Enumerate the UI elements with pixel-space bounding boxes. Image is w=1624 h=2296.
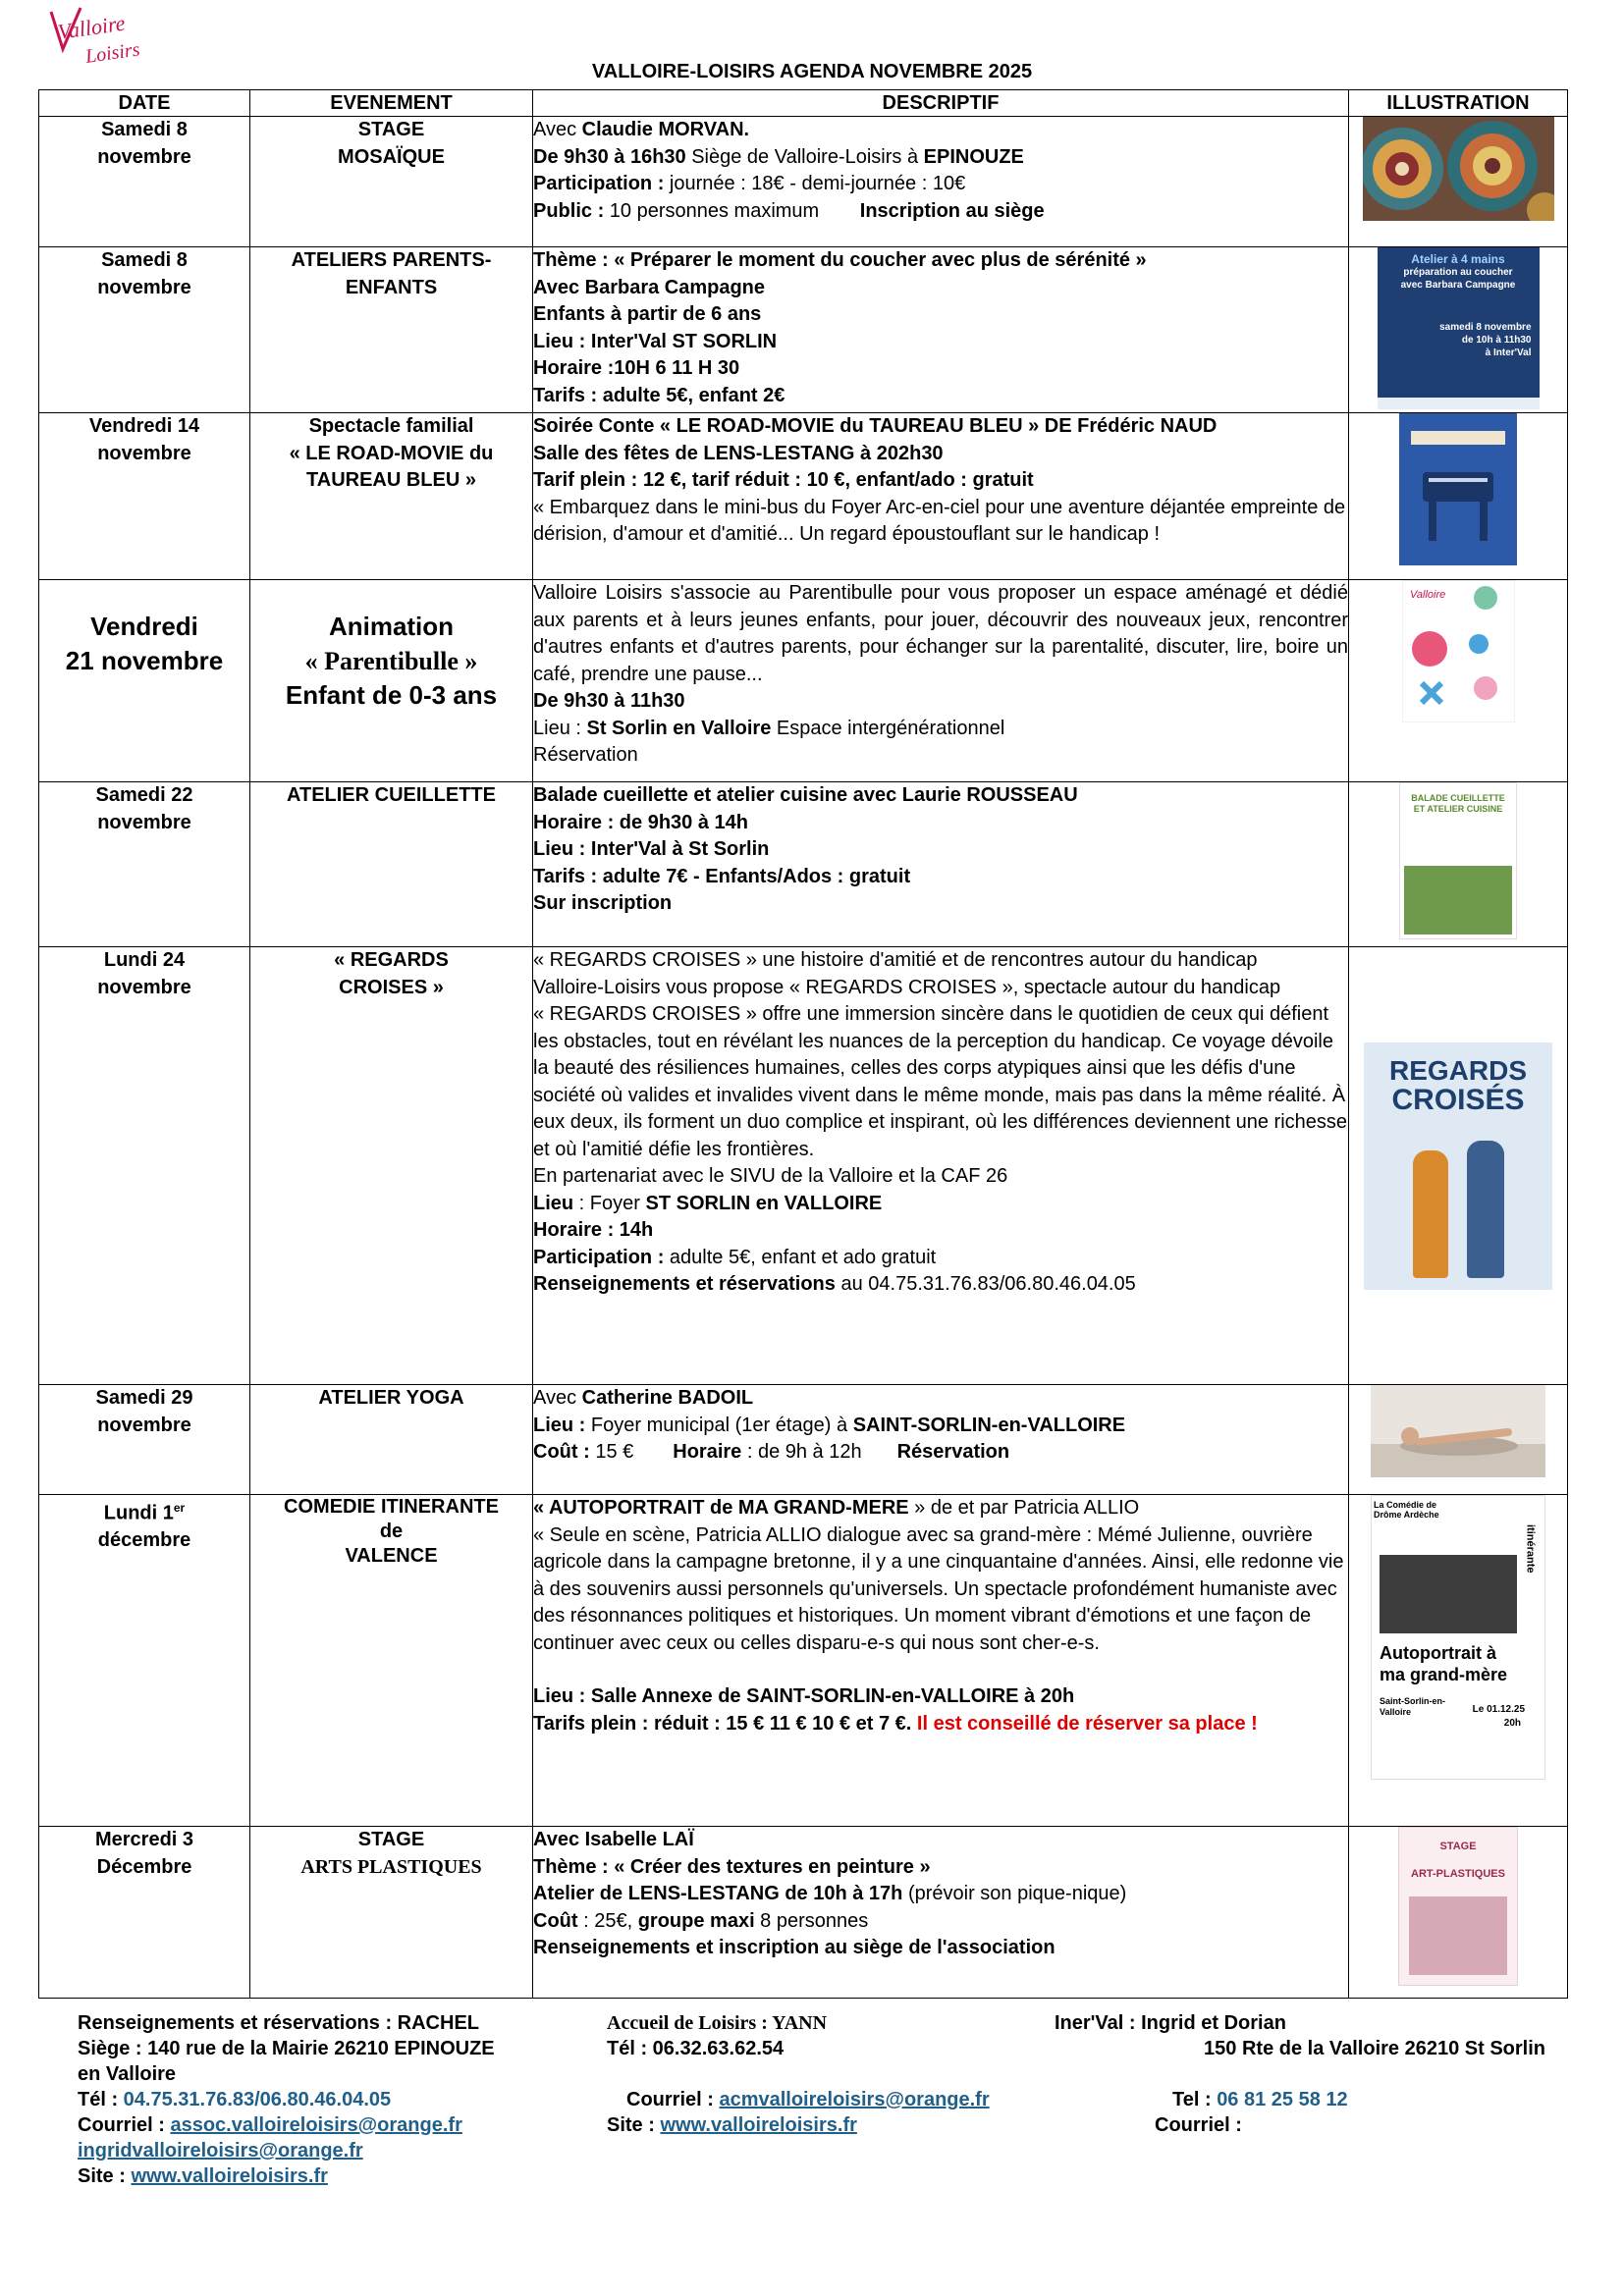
description-cell: « REGARDS CROISES » une histoire d'amitié et de rencontres autour du handicap Valloire-Loisirs vous propose « REGARDS CROISES », spectacle autour du handicap « REGARDS CROISES » offre une immersion sincère dans le quotidien de ceux qui défient les obstacles, tout en révélant les nuances de la perception du handicap. Ce voyage dévoile la beauté des résiliences humaines, celles des corps atypiques ainsi que les défis d'une société où valides et invalides vivent dans le même monde, mais pas dans la même réalité. À eux deux, ils forment un duo complice et inspirant, où les différences deviennent une richesse et où l'amitié défie les frontières. En partenariat avec le SIVU de la Valloire et la CAF 26 Lieu : Foyer ST SORLIN en VALLOIRE Horaire : 14h Participation : adulte 5€, enfant et ado gratuit Renseignements et réservations au 04.75.31.76.83/06.80.46.04.05 xyxy=(533,947,1349,1385)
taureau-bleu-poster xyxy=(1399,413,1517,565)
table-row xyxy=(39,1827,1568,1999)
description-cell: Valloire Loisirs s'associe au Parentibulle pour vous proposer un espace aménagé et dédié aux parents et à leurs jeunes enfants, pour jouer, découvrir des nouveaux jeux, rencontrer d'autres enfants et d'autres parents, pour échanger sur la parentalité, discuter, lire, boire un café, prendre une pause... De 9h30 à 11h30 Lieu : St Sorlin en Valloire Espace intergénérationnel Réservation xyxy=(533,580,1349,782)
event-cell: Animation « Parentibulle » Enfant de 0-3 ans xyxy=(250,580,533,782)
table-row xyxy=(39,117,1568,247)
date-cell: Vendredi 21 novembre xyxy=(39,580,250,782)
yoga-photo xyxy=(1371,1385,1545,1477)
illustration-cell xyxy=(1349,782,1568,947)
email-acm-link[interactable]: acmvalloireloisirs@orange.fr xyxy=(719,2089,990,2110)
date-cell: Mercredi 3 Décembre xyxy=(39,1827,250,1999)
cueillette-flyer: BALADE CUEILLETTE ET ATELIER CUISINE xyxy=(1399,782,1517,939)
illustration-cell xyxy=(1349,413,1568,580)
illustration-cell xyxy=(1349,947,1568,1385)
table-row xyxy=(39,247,1568,413)
footer-contact-yann: Accueil de Loisirs : YANN Tél : 06.32.63.62.54 Courriel : acmvalloireloisirs@orange.fr Site : www.valloireloisirs.fr xyxy=(607,2012,990,2136)
arts-plastiques-flyer: STAGE ART-PLASTIQUES xyxy=(1398,1827,1518,1986)
website-link-2[interactable]: www.valloireloisirs.fr xyxy=(660,2114,857,2136)
regards-croises-poster: REGARDS CROISÉS xyxy=(1364,1042,1552,1290)
event-cell: COMEDIE ITINERANTE de VALENCE xyxy=(250,1495,533,1827)
phone-rachel[interactable]: 04.75.31.76.83/06.80.46.04.05 xyxy=(123,2089,392,2110)
illustration-cell xyxy=(1349,1385,1568,1495)
autoportrait-poster: La Comédie de Drôme Ardèche itinérante Autoportrait à ma grand-mère Saint-Sorlin-en-Valloire Le 01.12.25 20h xyxy=(1371,1495,1545,1780)
description-cell: Avec Catherine BADOIL Lieu : Foyer municipal (1er étage) à SAINT-SORLIN-en-VALLOIRE Coût : 15 € Horaire : de 9h à 12h Réservation xyxy=(533,1385,1349,1495)
logo-word-1: Valloire xyxy=(56,10,127,44)
event-cell: STAGE MOSAÏQUE xyxy=(250,117,533,247)
description-cell: Thème : « Préparer le moment du coucher avec plus de sérénité » Avec Barbara Campagne Enfants à partir de 6 ans Lieu : Inter'Val ST SORLIN Horaire :10H 6 11 H 30 Tarifs : adulte 5€, enfant 2€ xyxy=(533,247,1349,413)
description-cell: Balade cueillette et atelier cuisine avec Laurie ROUSSEAU Horaire : de 9h30 à 14h Lieu : Inter'Val à St Sorlin Tarifs : adulte 7€ - Enfants/Ados : gratuit Sur inscription xyxy=(533,782,1349,947)
date-cell: Samedi 22 novembre xyxy=(39,782,250,947)
illustration-cell xyxy=(1349,247,1568,413)
illustration-cell xyxy=(1349,580,1568,782)
date-cell: Samedi 8 novembre xyxy=(39,247,250,413)
atelier-coucher-flyer: Atelier à 4 mains préparation au coucher avec Barbara Campagne samedi 8 novembre de 10h à 11h30 à Inter'Val xyxy=(1378,247,1540,409)
phone-interval[interactable]: 06 81 25 58 12 xyxy=(1217,2089,1348,2110)
table-row xyxy=(39,782,1568,947)
agenda-table xyxy=(38,89,1568,1999)
table-row xyxy=(39,947,1568,1385)
date-cell: Lundi 1er décembre xyxy=(39,1495,250,1827)
table-header-row xyxy=(39,90,1568,117)
description-cell: Soirée Conte « LE ROAD-MOVIE du TAUREAU BLEU » DE Frédéric NAUD Salle des fêtes de LENS-LESTANG à 202h30 Tarif plein : 12 €, tarif réduit : 10 €, enfant/ado : gratuit « Embarquez dans le mini-bus du Foyer Arc-en-ciel pour une aventure déjantée empreinte de dérision, d'amour et d'amitié... Un regard époustouflant sur le handicap ! xyxy=(533,413,1349,580)
col-header-date: DATE xyxy=(39,90,250,117)
illustration-cell xyxy=(1349,1495,1568,1827)
date-cell: Samedi 8 novembre xyxy=(39,117,250,247)
col-header-illustration: ILLUSTRATION xyxy=(1349,90,1568,117)
col-header-descriptif: DESCRIPTIF xyxy=(533,90,1349,117)
description-cell: Avec Isabelle LAÏ Thème : « Créer des textures en peinture » Atelier de LENS-LESTANG de 10h à 17h (prévoir son pique-nique) Coût : 25€, groupe maxi 8 personnes Renseignements et inscription au siège de l'association xyxy=(533,1827,1349,1999)
date-cell: Vendredi 14 novembre xyxy=(39,413,250,580)
table-row xyxy=(39,1495,1568,1827)
email-assoc-link[interactable]: assoc.valloireloisirs@orange.fr xyxy=(170,2114,462,2136)
event-cell: ATELIER CUEILLETTE xyxy=(250,782,533,947)
logo-word-2: Loisirs xyxy=(83,38,139,68)
website-link[interactable]: www.valloireloisirs.fr xyxy=(131,2165,328,2187)
table-row xyxy=(39,413,1568,580)
footer-contact-rachel: Renseignements et réservations : RACHEL Siège : 140 rue de la Mairie 26210 EPINOUZE en Valloire Tél : 04.75.31.76.83/06.80.46.04.05 Courriel : assoc.valloireloisirs@orange.fr ingridvalloireloisirs@orange.fr Site : www.valloireloisirs.fr xyxy=(78,2012,495,2187)
event-cell: ATELIER YOGA xyxy=(250,1385,533,1495)
event-cell: « REGARDS CROISES » xyxy=(250,947,533,1385)
date-cell: Lundi 24 novembre xyxy=(39,947,250,1385)
page-title: VALLOIRE-LOISIRS AGENDA NOVEMBRE 2025 xyxy=(591,61,1033,82)
event-cell: ATELIERS PARENTS- ENFANTS xyxy=(250,247,533,413)
illustration-cell xyxy=(1349,117,1568,247)
svg-text:Valloire: Valloire xyxy=(1409,589,1445,601)
description-cell: Avec Claudie MORVAN. De 9h30 à 16h30 Siège de Valloire-Loisirs à EPINOUZE Participation : journée : 18€ - demi-journée : 10€ Public : 10 personnes maximum Inscription au siège xyxy=(533,117,1349,247)
mosaic-image xyxy=(1363,117,1554,221)
date-cell: Samedi 29 novembre xyxy=(39,1385,250,1495)
event-cell: Spectacle familial « LE ROAD-MOVIE du TAUREAU BLEU » xyxy=(250,413,533,580)
description-cell: « AUTOPORTRAIT de MA GRAND-MERE » de et par Patricia ALLIO « Seule en scène, Patricia ALLIO dialogue avec sa grand-mère : Mémé Julienne, ouvrière agricole dans la campagne bretonne, il y a une cinquantaine d'années. Ainsi, elle redonne vie à des souvenirs aussi personnels qu'universels. Un spectacle profondément humaniste avec des résonnances politiques et historiques. Un moment vibrant d'émotions et une façon de continuer avec ceux ou celles disparu-e-s qui nous sont cher-e-s. Lieu : Salle Annexe de SAINT-SORLIN-en-VALLOIRE à 20h Tarifs plein : réduit : 15 € 11 € 10 € et 7 €. Il est conseillé de réserver sa place ! xyxy=(533,1495,1349,1827)
table-row xyxy=(39,1385,1568,1495)
illustration-cell xyxy=(1349,1827,1568,1999)
event-cell: STAGE ARTS PLASTIQUES xyxy=(250,1827,533,1999)
parentibulle-flyer xyxy=(1402,580,1515,722)
col-header-event: EVENEMENT xyxy=(250,90,533,117)
footer-contact-interval: Iner'Val : Ingrid et Dorian 150 Rte de la Valloire 26210 St Sorlin Tel : 06 81 25 58 12 Courriel : xyxy=(1055,2012,1545,2136)
table-row xyxy=(39,580,1568,782)
email-ingrid-link[interactable]: ingridvalloireloisirs@orange.fr xyxy=(78,2140,363,2162)
